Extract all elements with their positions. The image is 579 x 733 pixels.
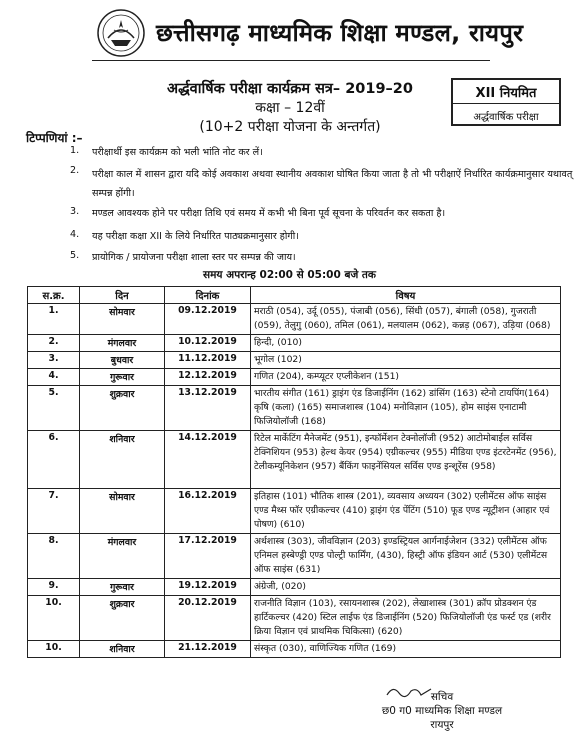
signatory-office: छ0 ग0 माध्यमिक शिक्षा मण्डल	[381, 705, 503, 717]
badge-exam: अर्द्धवार्षिक परीक्षा	[473, 112, 539, 123]
serial-cell: 7.	[28, 489, 80, 534]
subjects-cell: हिन्दी, (010)	[251, 335, 561, 352]
board-emblem-icon	[96, 8, 146, 58]
table-row	[28, 489, 561, 534]
subjects-cell: इतिहास (101) भौतिक शास्त्र (201), व्यवसाय अध्ययन (302) एलीमेंटस ऑफ साइंस एण्ड मैथ्स फॉर एग्रीकल्चर (410) ड्राइंग एंड पेंटिंग (510) फूड एण्ड न्यूट्रीशन (आहार एवं पोषण) (610)	[251, 489, 561, 534]
date-cell: 12.12.2019	[165, 369, 251, 386]
badge-class: XII नियमित	[453, 80, 559, 104]
subjects-cell: मराठी (054), उर्दू (055), पंजाबी (056), सिंधी (057), बंगाली (058), गुजराती (059), तेलुगु (060), तमिल (061), मलयालम (062), कन्नड़ (067), उड़िया (068)	[251, 304, 561, 335]
day-cell: मंगलवार	[80, 335, 165, 352]
note-text: मण्डल आवश्यक होने पर परीक्षा तिथि एवं समय में कभी भी बिना पूर्व सूचना के परिवर्तन कर सकता है।	[92, 208, 446, 219]
note-text: परीक्षार्थी इस कार्यक्रम को भली भांति नोट कर लें।	[92, 147, 263, 158]
day-cell: गुरूवार	[80, 579, 165, 596]
header-day: दिन	[80, 287, 165, 304]
exam-titles	[150, 80, 430, 137]
table-row	[28, 579, 561, 596]
note-number: 2.	[70, 165, 80, 176]
serial-cell: 2.	[28, 335, 80, 352]
table-row	[28, 304, 561, 335]
date-cell: 17.12.2019	[165, 534, 251, 579]
date-cell: 20.12.2019	[165, 596, 251, 641]
serial-cell: 8.	[28, 534, 80, 579]
day-cell: मंगलवार	[80, 534, 165, 579]
subjects-cell: अर्थशास्त्र (303), जीवविज्ञान (203) इण्डस्ट्रियल आर्गनाईजेशन (332) एलीमेंटस ऑफ एनिमल हस्बेण्ड्री एण्ड पोल्ट्री फार्मिंग, (430), हिस्ट्री ऑफ इंडियन आर्ट (530) एलीमेंटस ऑफ साइंस (631)	[251, 534, 561, 579]
schedule-table	[27, 286, 561, 658]
table-row	[28, 596, 561, 641]
day-cell: शनिवार	[80, 641, 165, 658]
date-cell: 09.12.2019	[165, 304, 251, 335]
day-cell: बुधवार	[80, 352, 165, 369]
subjects-cell: भूगोल (102)	[251, 352, 561, 369]
serial-cell: 10.	[28, 596, 80, 641]
page-header	[0, 0, 579, 70]
subjects-cell: अंग्रेजी, (020)	[251, 579, 561, 596]
table-row	[28, 641, 561, 658]
signatory-title: सचिव	[430, 691, 454, 703]
header-date: दिनांक	[165, 287, 251, 304]
day-cell: सोमवार	[80, 304, 165, 335]
note-number: 1.	[70, 145, 80, 156]
serial-cell: 10.	[28, 641, 80, 658]
table-row	[28, 386, 561, 431]
table-header-row	[28, 287, 561, 304]
day-cell: शुक्रवार	[80, 386, 165, 431]
exam-session-title: अर्द्धवार्षिक परीक्षा कार्यक्रम सत्र– 2019–20	[167, 81, 413, 97]
date-cell: 19.12.2019	[165, 579, 251, 596]
signatory-city: रायपुर	[430, 719, 454, 731]
notes-heading: टिप्पणियां :–	[26, 131, 83, 145]
subjects-cell: भारतीय संगीत (161) ड्राइंग एंड डिजाईनिंग (162) डांसिंग (163) स्टेनो टायपिंग(164) कृषि (कला) (165) समाजशास्त्र (104) मनोविज्ञान (105), होम साइंस एनाटामी फिजियोलॉजी (168)	[251, 386, 561, 431]
day-cell: सोमवार	[80, 489, 165, 534]
subjects-cell: राजनीति विज्ञान (103), रसायनशास्त्र (202), लेखाशास्त्र (301) क्रॉप प्रोडक्शन एंड हार्टिकल्चर (420) स्टिल लाईफ एंड डिजाईनिंग (520) फिजियोलॉजी एंड फर्स्ट एड (शरीर क्रिया विज्ञान एवं प्राथमिक चिकित्सा) (620)	[251, 596, 561, 641]
scheme-title: (10+2 परीक्षा योजना के अन्तर्गत)	[199, 119, 381, 135]
board-name: छत्तीसगढ़ माध्यमिक शिक्षा मण्डल, रायपुर	[156, 19, 524, 47]
subjects-cell: गणित (204), कम्प्यूटर एप्लीकेशन (151)	[251, 369, 561, 386]
note-item	[70, 250, 296, 265]
date-cell: 13.12.2019	[165, 386, 251, 431]
exam-time: समय अपरान्ह 02:00 से 05:00 बजे तक	[203, 269, 376, 281]
subjects-cell: संस्कृत (030), वाणिज्यिक गणित (169)	[251, 641, 561, 658]
date-cell: 16.12.2019	[165, 489, 251, 534]
note-item	[70, 145, 263, 160]
header-serial: स.क्र.	[28, 287, 80, 304]
table-row	[28, 335, 561, 352]
serial-cell: 1.	[28, 304, 80, 335]
class-badge	[451, 78, 561, 126]
date-cell: 10.12.2019	[165, 335, 251, 352]
table-row	[28, 369, 561, 386]
note-text: यह परीक्षा कक्षा XII के लिये निर्धारित पाठ्यक्रमानुसार होगी।	[92, 231, 299, 242]
table-row	[28, 352, 561, 369]
note-number: 3.	[70, 206, 80, 217]
day-cell: शुक्रवार	[80, 596, 165, 641]
signature-block	[352, 690, 532, 732]
table-row	[28, 534, 561, 579]
note-item	[70, 206, 445, 221]
serial-cell: 3.	[28, 352, 80, 369]
date-cell: 21.12.2019	[165, 641, 251, 658]
header-subjects: विषय	[251, 287, 561, 304]
note-text: परीक्षा काल में शासन द्वारा यदि कोई अवकाश अथवा स्थानीय अवकाश घोषित किया जाता है तो भी परीक्षाऐं निर्धारित कार्यक्रमानुसार यथावत् सम्पन्न होंगी।	[92, 169, 573, 199]
note-text: प्रायोगिक / प्रायोजना परीक्षा शाला स्तर पर सम्पन्न की जाय।	[92, 252, 296, 263]
date-cell: 11.12.2019	[165, 352, 251, 369]
date-cell: 14.12.2019	[165, 431, 251, 489]
day-cell: गुरूवार	[80, 369, 165, 386]
serial-cell: 5.	[28, 386, 80, 431]
serial-cell: 4.	[28, 369, 80, 386]
note-number: 5.	[70, 250, 80, 261]
note-item	[70, 165, 579, 203]
subjects-cell: रिटेल मार्केटिंग मैनेजमेंट (951), इन्फॉर्मेशन टेक्नोलॉजी (952) आटोमोबाईल सर्विस टेक्निशियन (953) हेल्थ केयर (954) एग्रीकल्चर (955) मीडिया एण्ड इंटरटेनमेंट (956), टेलीकम्यूनिकेशन (957) बैंकिंग फाइनेंसियल सर्विस एण्ड इन्शूरेंस (958)	[251, 431, 561, 489]
note-item	[70, 229, 299, 244]
serial-cell: 9.	[28, 579, 80, 596]
day-cell: शनिवार	[80, 431, 165, 489]
table-row	[28, 431, 561, 489]
header-divider	[92, 60, 490, 61]
serial-cell: 6.	[28, 431, 80, 489]
class-title: कक्षा – 12वीं	[255, 100, 325, 116]
note-number: 4.	[70, 229, 80, 240]
